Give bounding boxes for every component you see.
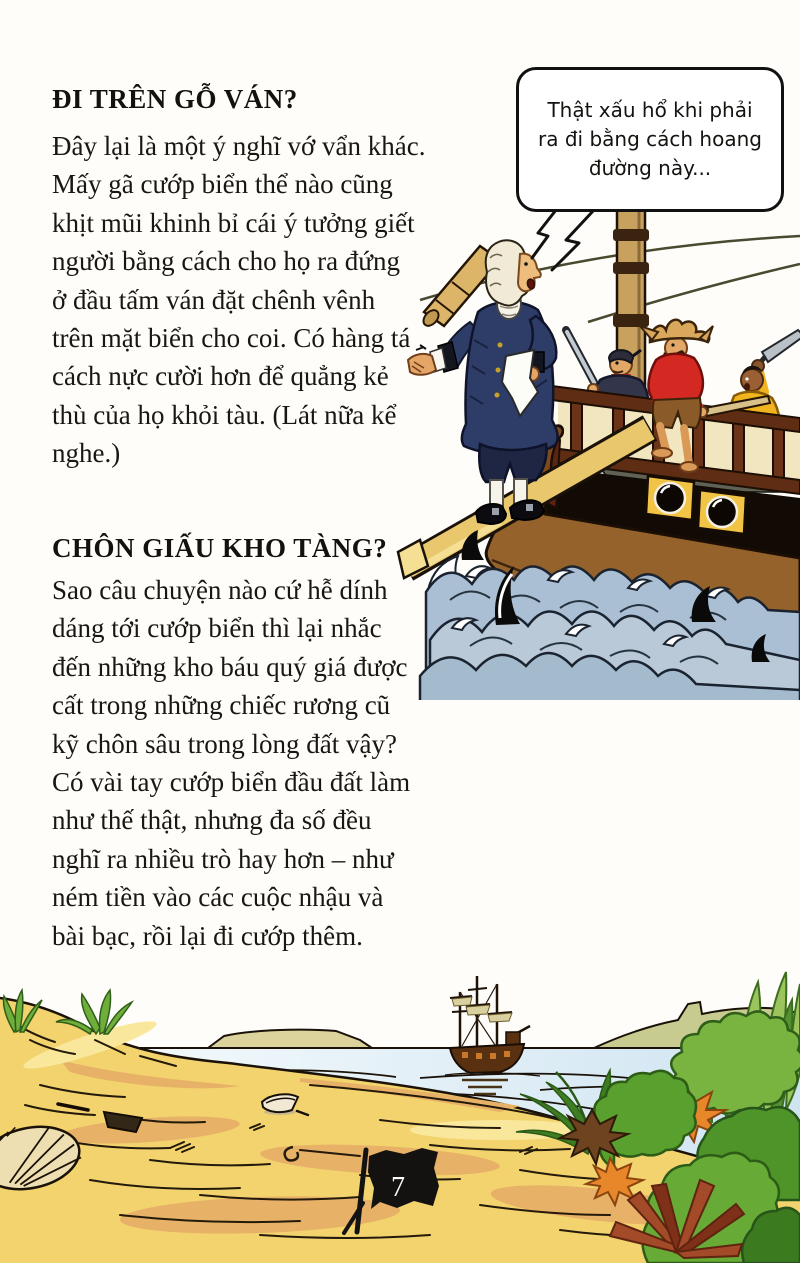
text-line: người bằng cách cho họ ra đứng bbox=[52, 246, 400, 277]
text-line: cất trong những chiếc rương cũ bbox=[52, 690, 391, 721]
paragraph-buried-treasure bbox=[52, 571, 410, 955]
text-line: đến những kho báu quý giá được bbox=[52, 651, 408, 682]
text-line: bài bạc, rồi lại đi cướp thêm. bbox=[52, 920, 363, 951]
text-line: thù của họ khỏi tàu. (Lát nữa kể bbox=[52, 399, 397, 430]
text-line: cách nực cười hơn để quẳng kẻ bbox=[52, 361, 389, 392]
speech-bubble bbox=[516, 67, 784, 212]
text-line: nghĩ ra nhiều trò hay hơn – như bbox=[52, 843, 394, 874]
text-line: trên mặt biển cho coi. Có hàng tá bbox=[52, 323, 411, 354]
speech-bubble-line: Thật xấu hổ khi phải bbox=[547, 98, 753, 122]
sandbar-island bbox=[208, 1030, 372, 1048]
text-line: khịt mũi khinh bỉ cái ý tưởng giết bbox=[52, 207, 415, 238]
section-heading-walk-the-plank: ĐI TRÊN GỖ VÁN? bbox=[52, 84, 298, 114]
beach-illustration bbox=[0, 955, 800, 1263]
text-line: Đây lại là một ý nghĩ vớ vẩn khác. bbox=[52, 131, 426, 161]
text-line: ném tiền vào các cuộc nhậu và bbox=[52, 882, 384, 913]
text-line: nghe.) bbox=[52, 438, 121, 469]
text-line: Có vài tay cướp biển đầu đất làm bbox=[52, 767, 411, 798]
text-line: dáng tới cướp biển thì lại nhắc bbox=[52, 613, 382, 644]
pirate-ship-illustration bbox=[396, 195, 800, 700]
section-heading-buried-treasure: CHÔN GIẤU KHO TÀNG? bbox=[52, 533, 388, 563]
paragraph-walk-the-plank bbox=[52, 127, 425, 473]
text-line: Sao câu chuyện nào cứ hễ dính bbox=[52, 575, 388, 605]
page-number: 7 bbox=[391, 1172, 405, 1203]
speech-bubble-line: ra đi bằng cách hoang bbox=[538, 127, 762, 151]
text-line: Mấy gã cướp biển thể nào cũng bbox=[52, 169, 393, 200]
text-line: như thế thật, nhưng đa số đều bbox=[52, 805, 372, 836]
text-line: kỹ chôn sâu trong lòng đất vậy? bbox=[52, 728, 397, 759]
speech-bubble-line: đường này... bbox=[588, 156, 712, 180]
text-line: ở đầu tấm ván đặt chênh vênh bbox=[52, 284, 376, 315]
